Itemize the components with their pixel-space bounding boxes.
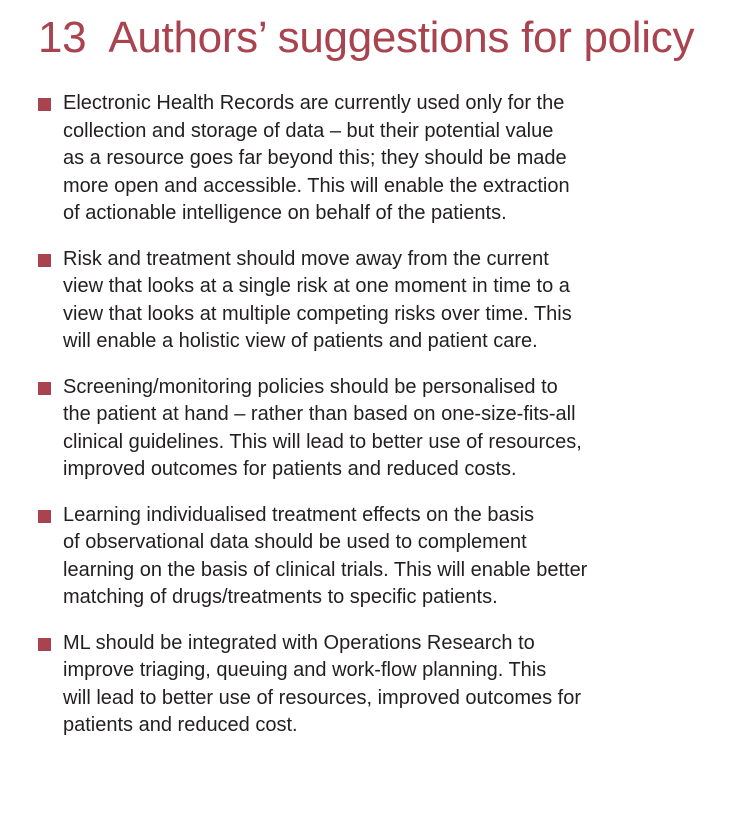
- list-item-line: Screening/monitoring policies should be personalised to: [63, 375, 558, 398]
- list-item: [38, 630, 738, 740]
- list-item-line: matching of drugs/treatments to specific patients.: [63, 586, 498, 608]
- list-item-line: of actionable intelligence on behalf of the patients.: [63, 202, 507, 224]
- list-item-line: improved outcomes for patients and reduced costs.: [63, 458, 517, 480]
- list-item-line: will enable a holistic view of patients and patient care.: [63, 330, 538, 352]
- list-item-line: collection and storage of data – but their potential value: [63, 119, 554, 142]
- square-bullet-icon: [38, 510, 51, 523]
- square-bullet-icon: [38, 382, 51, 395]
- list-item-line: improve triaging, queuing and work-flow planning. This: [63, 659, 547, 681]
- list-item-line: patients and reduced cost.: [63, 714, 298, 736]
- list-item-line: the patient at hand – rather than based on one-size-fits-all: [63, 403, 576, 425]
- list-item: [38, 246, 738, 356]
- list-item-line: clinical guidelines. This will lead to better use of resources,: [63, 430, 582, 453]
- list-item-line: view that looks at multiple competing risks over time. This: [63, 302, 572, 325]
- list-item-line: more open and accessible. This will enable the extraction: [63, 174, 570, 197]
- list-item-line: of observational data should be used to complement: [63, 531, 527, 553]
- list-item: [38, 90, 738, 228]
- list-item-line: ML should be integrated with Operations Research to: [63, 631, 535, 654]
- list-item-line: Learning individualised treatment effects on the basis: [63, 503, 535, 526]
- list-item: [38, 374, 738, 484]
- list-item-line: Risk and treatment should move away from the current: [63, 247, 549, 270]
- section-heading: [38, 10, 694, 66]
- list-item-line: Electronic Health Records are currently used only for the: [63, 92, 565, 114]
- list-item-line: learning on the basis of clinical trials. This will enable better: [63, 558, 588, 581]
- section-number: 13: [38, 13, 87, 62]
- list-item-line: as a resource goes far beyond this; they should be made: [63, 147, 567, 169]
- square-bullet-icon: [38, 98, 51, 111]
- section-title: Authors’ suggestions for policy: [108, 13, 695, 62]
- list-item-line: will lead to better use of resources, improved outcomes for: [63, 686, 582, 709]
- list-item-line: view that looks at a single risk at one moment in time to a: [63, 275, 570, 297]
- list-item: [38, 502, 738, 612]
- square-bullet-icon: [38, 254, 51, 267]
- policy-suggestions-list: [38, 90, 738, 758]
- square-bullet-icon: [38, 638, 51, 651]
